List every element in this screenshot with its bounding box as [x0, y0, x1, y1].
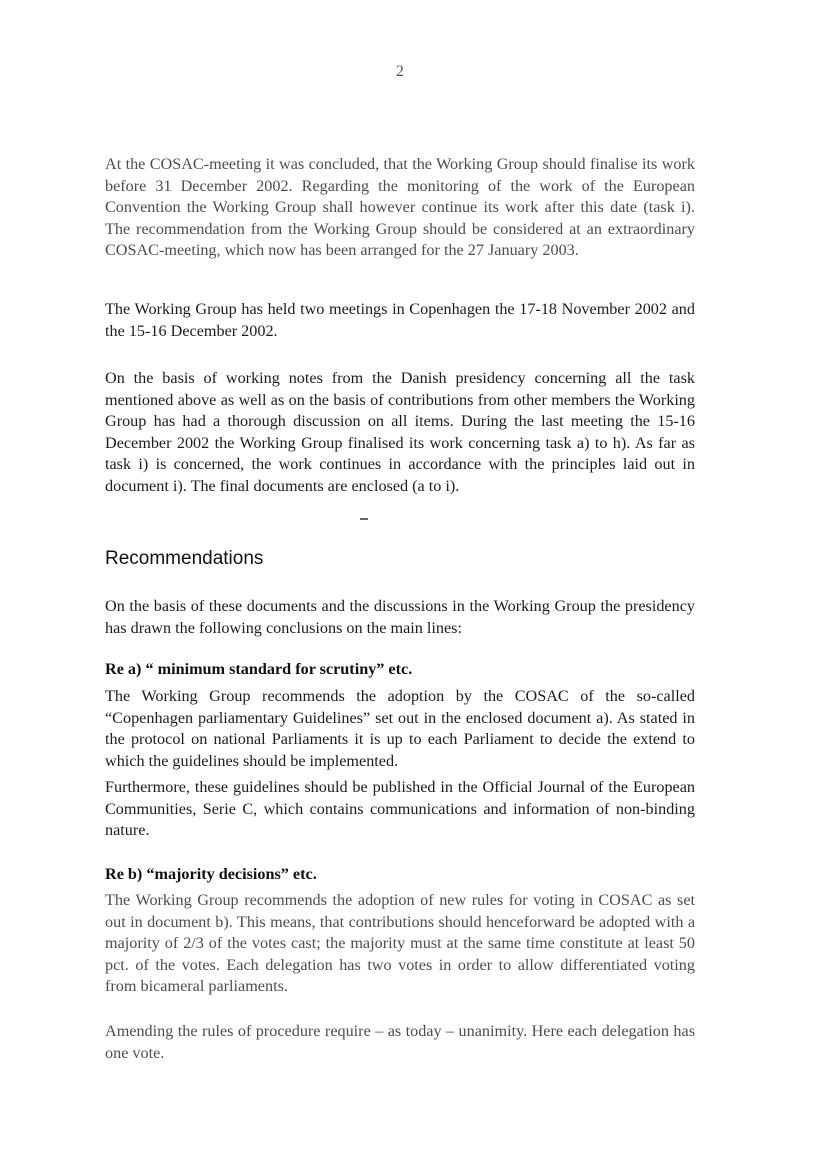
re-a-heading: Re a) “ minimum standard for scrutiny” etc.	[105, 660, 413, 678]
recommendations-intro: On the basis of these documents and the discussions in the Working Group the presidency has drawn the following conclusions on the main lines:	[105, 597, 695, 637]
page-number: 2	[396, 63, 404, 80]
recommendations-heading: Recommendations	[105, 548, 264, 569]
re-a-paragraph-guidelines: The Working Group recommends the adoption by the COSAC of the so-called “Copenhagen parliamentary Guidelines” set out in the enclosed document a). As stated in the protocol on national Parliaments it is up to each Parliament to decide the extend to which the guidelines should be implemented.	[105, 687, 695, 770]
paragraph-meetings-held: The Working Group has held two meetings in Copenhagen the 17-18 November 2002 and the 15-16 December 2002.	[105, 300, 695, 340]
re-b-paragraph-voting: The Working Group recommends the adoption of new rules for voting in COSAC as set out in document b). This means, that contributions should henceforward be adopted with a majority of 2/3 of the votes cast; the majority must at the same time constitute at least 50 pct. of the votes. Each delegation has two votes in order to allow differentiated voting from bicameral parliaments.	[105, 891, 695, 995]
re-b-heading: Re b) “majority decisions” etc.	[105, 865, 317, 883]
paragraph-working-group-deadline: At the COSAC-meeting it was concluded, that the Working Group should finalise its work before 31 December 2002. Regarding the monitoring of the work of the European Convention the Working Group shall however continue its work after this date (task i). The recommendation from the Working Group should be considered at an extraordinary COSAC-meeting, which now has been arranged for the 27 January 2003.	[105, 155, 695, 259]
scan-mark	[360, 518, 368, 520]
paragraph-working-notes: On the basis of working notes from the Danish presidency concerning all the task mentioned above as well as on the basis of contributions from other members the Working Group has had a thorough discussion on all items. During the last meeting the 15-16 December 2002 the Working Group finalised its work concerning task a) to h). As far as task i) is concerned, the work continues in accordance with the principles laid out in document i). The final documents are enclosed (a to i).	[105, 369, 695, 495]
re-b-paragraph-unanimity: Amending the rules of procedure require – as today – unanimity. Here each delegation has one vote.	[105, 1022, 695, 1062]
re-a-paragraph-publication: Furthermore, these guidelines should be published in the Official Journal of the European Communities, Serie C, which contains communications and information of non-binding nature.	[105, 778, 695, 839]
